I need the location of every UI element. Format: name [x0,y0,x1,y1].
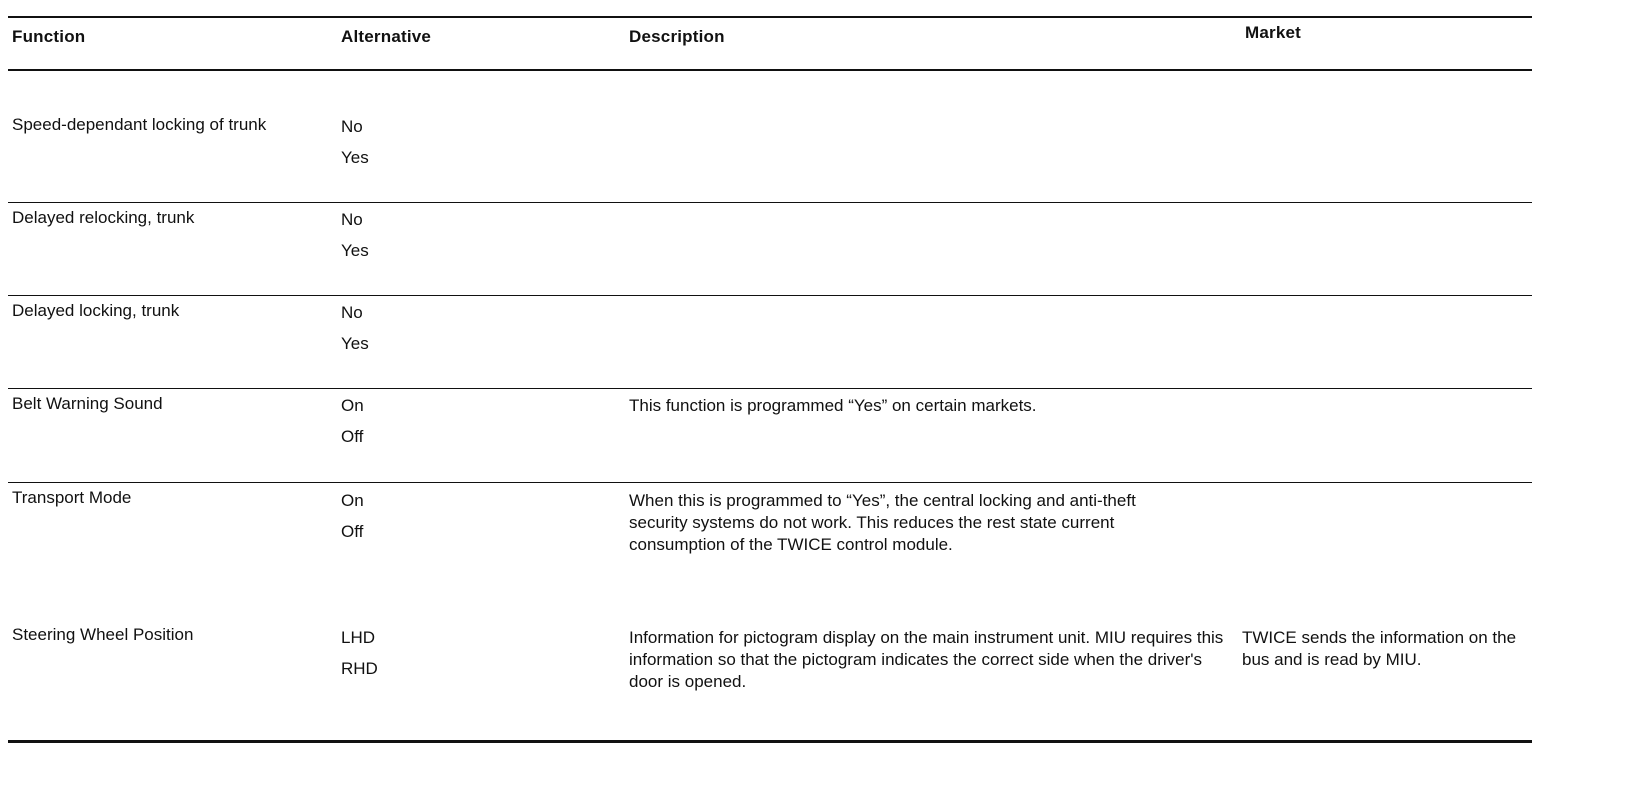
row-function: Transport Mode [12,488,132,507]
alternative-option: Yes [341,241,369,260]
row-description: This function is programmed “Yes” on certain markets. [629,396,1037,415]
table-top-rule [8,16,1532,18]
row-alternatives [341,302,601,364]
alternative-option: On [341,491,364,510]
alternative-option: No [341,210,363,229]
row-alternatives [341,627,601,689]
alternative-option: RHD [341,659,378,678]
row-alternatives [341,116,601,178]
row-divider [8,202,1532,203]
header-bottom-rule [8,69,1532,71]
row-function: Delayed locking, trunk [12,301,180,320]
row-description: Information for pictogram display on the main instrument unit. MIU requires this information so that the pictogram indicates the correct side when the driver's door is opened. [629,628,1224,691]
header-market: Market [1245,23,1302,42]
row-function: Steering Wheel Position [12,625,194,644]
alternative-option: Off [341,427,364,446]
row-divider [8,295,1532,296]
row-divider [8,388,1532,389]
alternative-option: No [341,303,363,322]
header-function: Function [12,27,86,46]
header-description: Description [629,27,725,46]
row-function: Delayed relocking, trunk [12,208,195,227]
row-divider [8,482,1532,483]
header-alternative: Alternative [341,27,432,46]
row-alternatives [341,490,601,552]
row-function: Speed-dependant locking of trunk [12,115,267,134]
alternative-option: On [341,396,364,415]
row-function: Belt Warning Sound [12,394,163,413]
alternative-option: Yes [341,334,369,353]
alternative-option: No [341,117,363,136]
row-market: TWICE sends the information on the bus and is read by MIU. [1242,628,1517,669]
alternative-option: Yes [341,148,369,167]
row-alternatives [341,209,601,271]
alternative-option: LHD [341,628,376,647]
row-alternatives [341,395,601,457]
alternative-option: Off [341,522,364,541]
table-bottom-rule [8,740,1532,743]
row-description: When this is programmed to “Yes”, the central locking and anti-theft security systems do not work. This reduces the rest state current consumption of the TWICE control module. [629,491,1136,554]
